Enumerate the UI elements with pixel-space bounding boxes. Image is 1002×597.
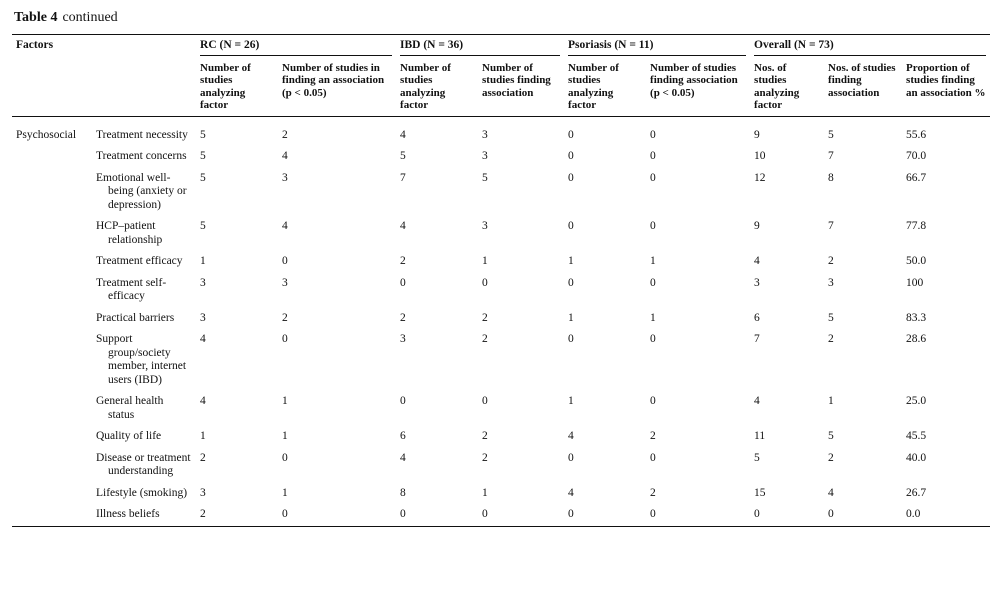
value-cell: 70.0 — [906, 150, 927, 162]
column-header: Nos. of studies analyzing factor — [750, 58, 824, 117]
factor-cell: Disease or treatment understanding — [96, 451, 191, 477]
value-cell: 4 — [754, 395, 760, 407]
value-cell: 5 — [400, 150, 406, 162]
value-cell: 5 — [828, 430, 834, 442]
value-cell: 7 — [828, 150, 834, 162]
table-row — [12, 273, 990, 308]
column-header: Proportion of studies finding an association % — [902, 58, 990, 117]
value-cell: 2 — [482, 430, 488, 442]
value-cell: 0 — [278, 504, 396, 526]
value-cell: 0 — [282, 255, 288, 267]
value-cell: 0 — [650, 395, 656, 407]
factor-cell: Quality of life — [96, 430, 162, 442]
factor-cell: Practical barriers — [96, 311, 175, 324]
value-cell: 7 — [754, 333, 760, 345]
column-header: Number of studies finding association (p < 0.05) — [646, 58, 750, 117]
factor-cell: Treatment necessity — [96, 128, 188, 141]
value-cell: 0 — [482, 276, 488, 289]
column-header: Number of studies finding association — [478, 58, 564, 117]
value-cell: 8 — [400, 486, 406, 499]
category-cell — [12, 504, 90, 526]
value-cell: 5 — [200, 128, 206, 141]
header-blank — [12, 58, 196, 117]
category-cell — [12, 426, 90, 448]
value-cell: 4 — [568, 430, 574, 442]
table-row — [12, 504, 990, 526]
value-cell: 2 — [482, 311, 488, 324]
value-cell: 0 — [650, 276, 656, 289]
value-cell: 0 — [650, 333, 656, 345]
header-factors: Factors — [12, 35, 196, 58]
group-header-ibd: IBD (N = 36) — [400, 39, 560, 56]
value-cell: 6 — [400, 430, 406, 442]
value-cell: 77.8 — [906, 220, 927, 232]
value-cell: 28.6 — [906, 333, 927, 345]
table-row — [12, 146, 990, 168]
table-row — [12, 116, 990, 146]
factor-cell: Treatment self-efficacy — [96, 276, 167, 302]
value-cell: 3 — [282, 276, 288, 289]
value-cell: 2 — [482, 333, 488, 345]
value-cell: 3 — [200, 276, 206, 289]
category-cell — [12, 273, 90, 308]
value-cell: 0 — [824, 504, 902, 526]
column-header: Number of studies analyzing factor — [196, 58, 278, 117]
value-cell: 0 — [568, 128, 574, 141]
value-cell: 1 — [200, 255, 206, 267]
value-cell: 0 — [750, 504, 824, 526]
factor-cell: Emotional well-being (anxiety or depression) — [96, 171, 187, 211]
value-cell: 2 — [282, 128, 288, 141]
category-cell: Psychosocial — [16, 128, 77, 141]
value-cell: 1 — [568, 395, 574, 407]
value-cell: 0 — [650, 220, 656, 232]
value-cell: 26.7 — [906, 486, 927, 499]
value-cell: 1 — [828, 395, 834, 407]
table-row — [12, 168, 990, 217]
factor-cell: Illness beliefs — [90, 504, 196, 526]
category-cell — [12, 448, 90, 483]
category-cell — [12, 251, 90, 273]
value-cell: 4 — [400, 451, 406, 464]
value-cell: 0 — [478, 504, 564, 526]
data-table — [12, 34, 990, 527]
value-cell: 3 — [482, 220, 488, 232]
factor-cell: Treatment concerns — [96, 150, 187, 162]
value-cell: 11 — [754, 430, 766, 442]
value-cell: 5 — [828, 311, 834, 324]
value-cell: 4 — [200, 333, 206, 345]
value-cell: 1 — [568, 311, 574, 324]
value-cell: 5 — [828, 128, 834, 141]
category-cell — [12, 329, 90, 391]
table-row — [12, 391, 990, 426]
value-cell: 50.0 — [906, 255, 927, 267]
factor-cell: Lifestyle (smoking) — [96, 486, 188, 499]
value-cell: 3 — [282, 171, 288, 184]
value-cell: 2 — [828, 451, 834, 464]
factor-cell: General health status — [96, 395, 164, 421]
table-row — [12, 216, 990, 251]
value-cell: 4 — [282, 220, 288, 232]
table-caption-label: Table 4 — [14, 10, 58, 25]
value-cell: 6 — [754, 311, 760, 324]
value-cell: 100 — [906, 276, 924, 289]
value-cell: 4 — [400, 220, 406, 232]
value-cell: 5 — [200, 171, 206, 184]
value-cell: 1 — [482, 486, 488, 499]
group-header-overall: Overall (N = 73) — [754, 39, 986, 56]
value-cell: 1 — [568, 255, 574, 267]
value-cell: 7 — [400, 171, 406, 184]
value-cell: 1 — [282, 430, 288, 442]
table-row — [12, 329, 990, 391]
value-cell: 0 — [568, 220, 574, 232]
value-cell: 0 — [400, 276, 406, 289]
table-row — [12, 448, 990, 483]
value-cell: 1 — [650, 311, 656, 324]
column-header: Number of studies in finding an association (p < 0.05) — [278, 58, 396, 117]
value-cell: 0 — [396, 504, 478, 526]
value-cell: 3 — [200, 486, 206, 499]
factor-cell: HCP–patient relationship — [96, 220, 163, 246]
value-cell: 0 — [650, 150, 656, 162]
value-cell: 2 — [400, 311, 406, 324]
value-cell: 3 — [828, 276, 834, 289]
value-cell: 4 — [200, 395, 206, 407]
value-cell: 0 — [400, 395, 406, 407]
value-cell: 5 — [482, 171, 488, 184]
table-container — [12, 10, 990, 527]
table-body — [12, 116, 990, 526]
factor-cell: Treatment efficacy — [96, 255, 183, 267]
value-cell: 3 — [482, 150, 488, 162]
header-row-columns — [12, 58, 990, 117]
column-header: Number of studies analyzing factor — [396, 58, 478, 117]
table-caption — [14, 10, 990, 28]
table-caption-text: continued — [62, 10, 118, 25]
value-cell: 4 — [568, 486, 574, 499]
value-cell: 0 — [568, 171, 574, 184]
value-cell: 3 — [200, 311, 206, 324]
factor-cell: Support group/society member, internet users (IBD) — [96, 333, 187, 386]
value-cell: 8 — [828, 171, 834, 184]
column-header: Nos. of studies finding association — [824, 58, 902, 117]
table-row — [12, 426, 990, 448]
value-cell: 2 — [828, 333, 834, 345]
value-cell: 55.6 — [906, 128, 927, 141]
value-cell: 3 — [754, 276, 760, 289]
table-row — [12, 483, 990, 505]
group-header-psoriasis: Psoriasis (N = 11) — [568, 39, 746, 56]
value-cell: 1 — [200, 430, 206, 442]
value-cell: 5 — [754, 451, 760, 464]
header-row-groups — [12, 35, 990, 58]
category-cell — [12, 308, 90, 330]
value-cell: 9 — [754, 220, 760, 232]
value-cell: 4 — [282, 150, 288, 162]
value-cell: 7 — [828, 220, 834, 232]
value-cell: 45.5 — [906, 430, 927, 442]
column-header: Number of studies analyzing factor — [564, 58, 646, 117]
value-cell: 12 — [754, 171, 766, 184]
value-cell: 2 — [650, 430, 656, 442]
value-cell: 5 — [200, 150, 206, 162]
value-cell: 10 — [754, 150, 766, 162]
value-cell: 0 — [282, 333, 288, 345]
value-cell: 2 — [828, 255, 834, 267]
value-cell: 4 — [400, 128, 406, 141]
value-cell: 5 — [200, 220, 206, 232]
value-cell: 2 — [282, 311, 288, 324]
value-cell: 1 — [482, 255, 488, 267]
value-cell: 1 — [650, 255, 656, 267]
value-cell: 9 — [754, 128, 760, 141]
value-cell: 15 — [754, 486, 766, 499]
value-cell: 0 — [568, 150, 574, 162]
value-cell: 4 — [754, 255, 760, 267]
value-cell: 1 — [282, 395, 288, 407]
value-cell: 2 — [200, 451, 206, 464]
value-cell: 25.0 — [906, 395, 927, 407]
value-cell: 0 — [650, 171, 656, 184]
category-cell — [12, 146, 90, 168]
value-cell: 0 — [568, 451, 574, 464]
value-cell: 66.7 — [906, 171, 927, 184]
value-cell: 2 — [400, 255, 406, 267]
value-cell: 0 — [646, 504, 750, 526]
value-cell: 0 — [650, 451, 656, 464]
value-cell: 3 — [400, 333, 406, 345]
table-row — [12, 251, 990, 273]
value-cell: 4 — [828, 486, 834, 499]
category-cell — [12, 391, 90, 426]
value-cell: 2 — [196, 504, 278, 526]
value-cell: 1 — [282, 486, 288, 499]
value-cell: 0 — [568, 276, 574, 289]
value-cell: 40.0 — [906, 451, 927, 464]
table-row — [12, 308, 990, 330]
value-cell: 83.3 — [906, 311, 927, 324]
value-cell: 2 — [650, 486, 656, 499]
value-cell: 3 — [482, 128, 488, 141]
category-cell — [12, 216, 90, 251]
category-cell — [12, 168, 90, 217]
value-cell: 0 — [564, 504, 646, 526]
value-cell: 0.0 — [902, 504, 990, 526]
value-cell: 0 — [650, 128, 656, 141]
value-cell: 0 — [568, 333, 574, 345]
value-cell: 0 — [282, 451, 288, 464]
value-cell: 0 — [482, 395, 488, 407]
group-header-rc: RC (N = 26) — [200, 39, 392, 56]
value-cell: 2 — [482, 451, 488, 464]
category-cell — [12, 483, 90, 505]
